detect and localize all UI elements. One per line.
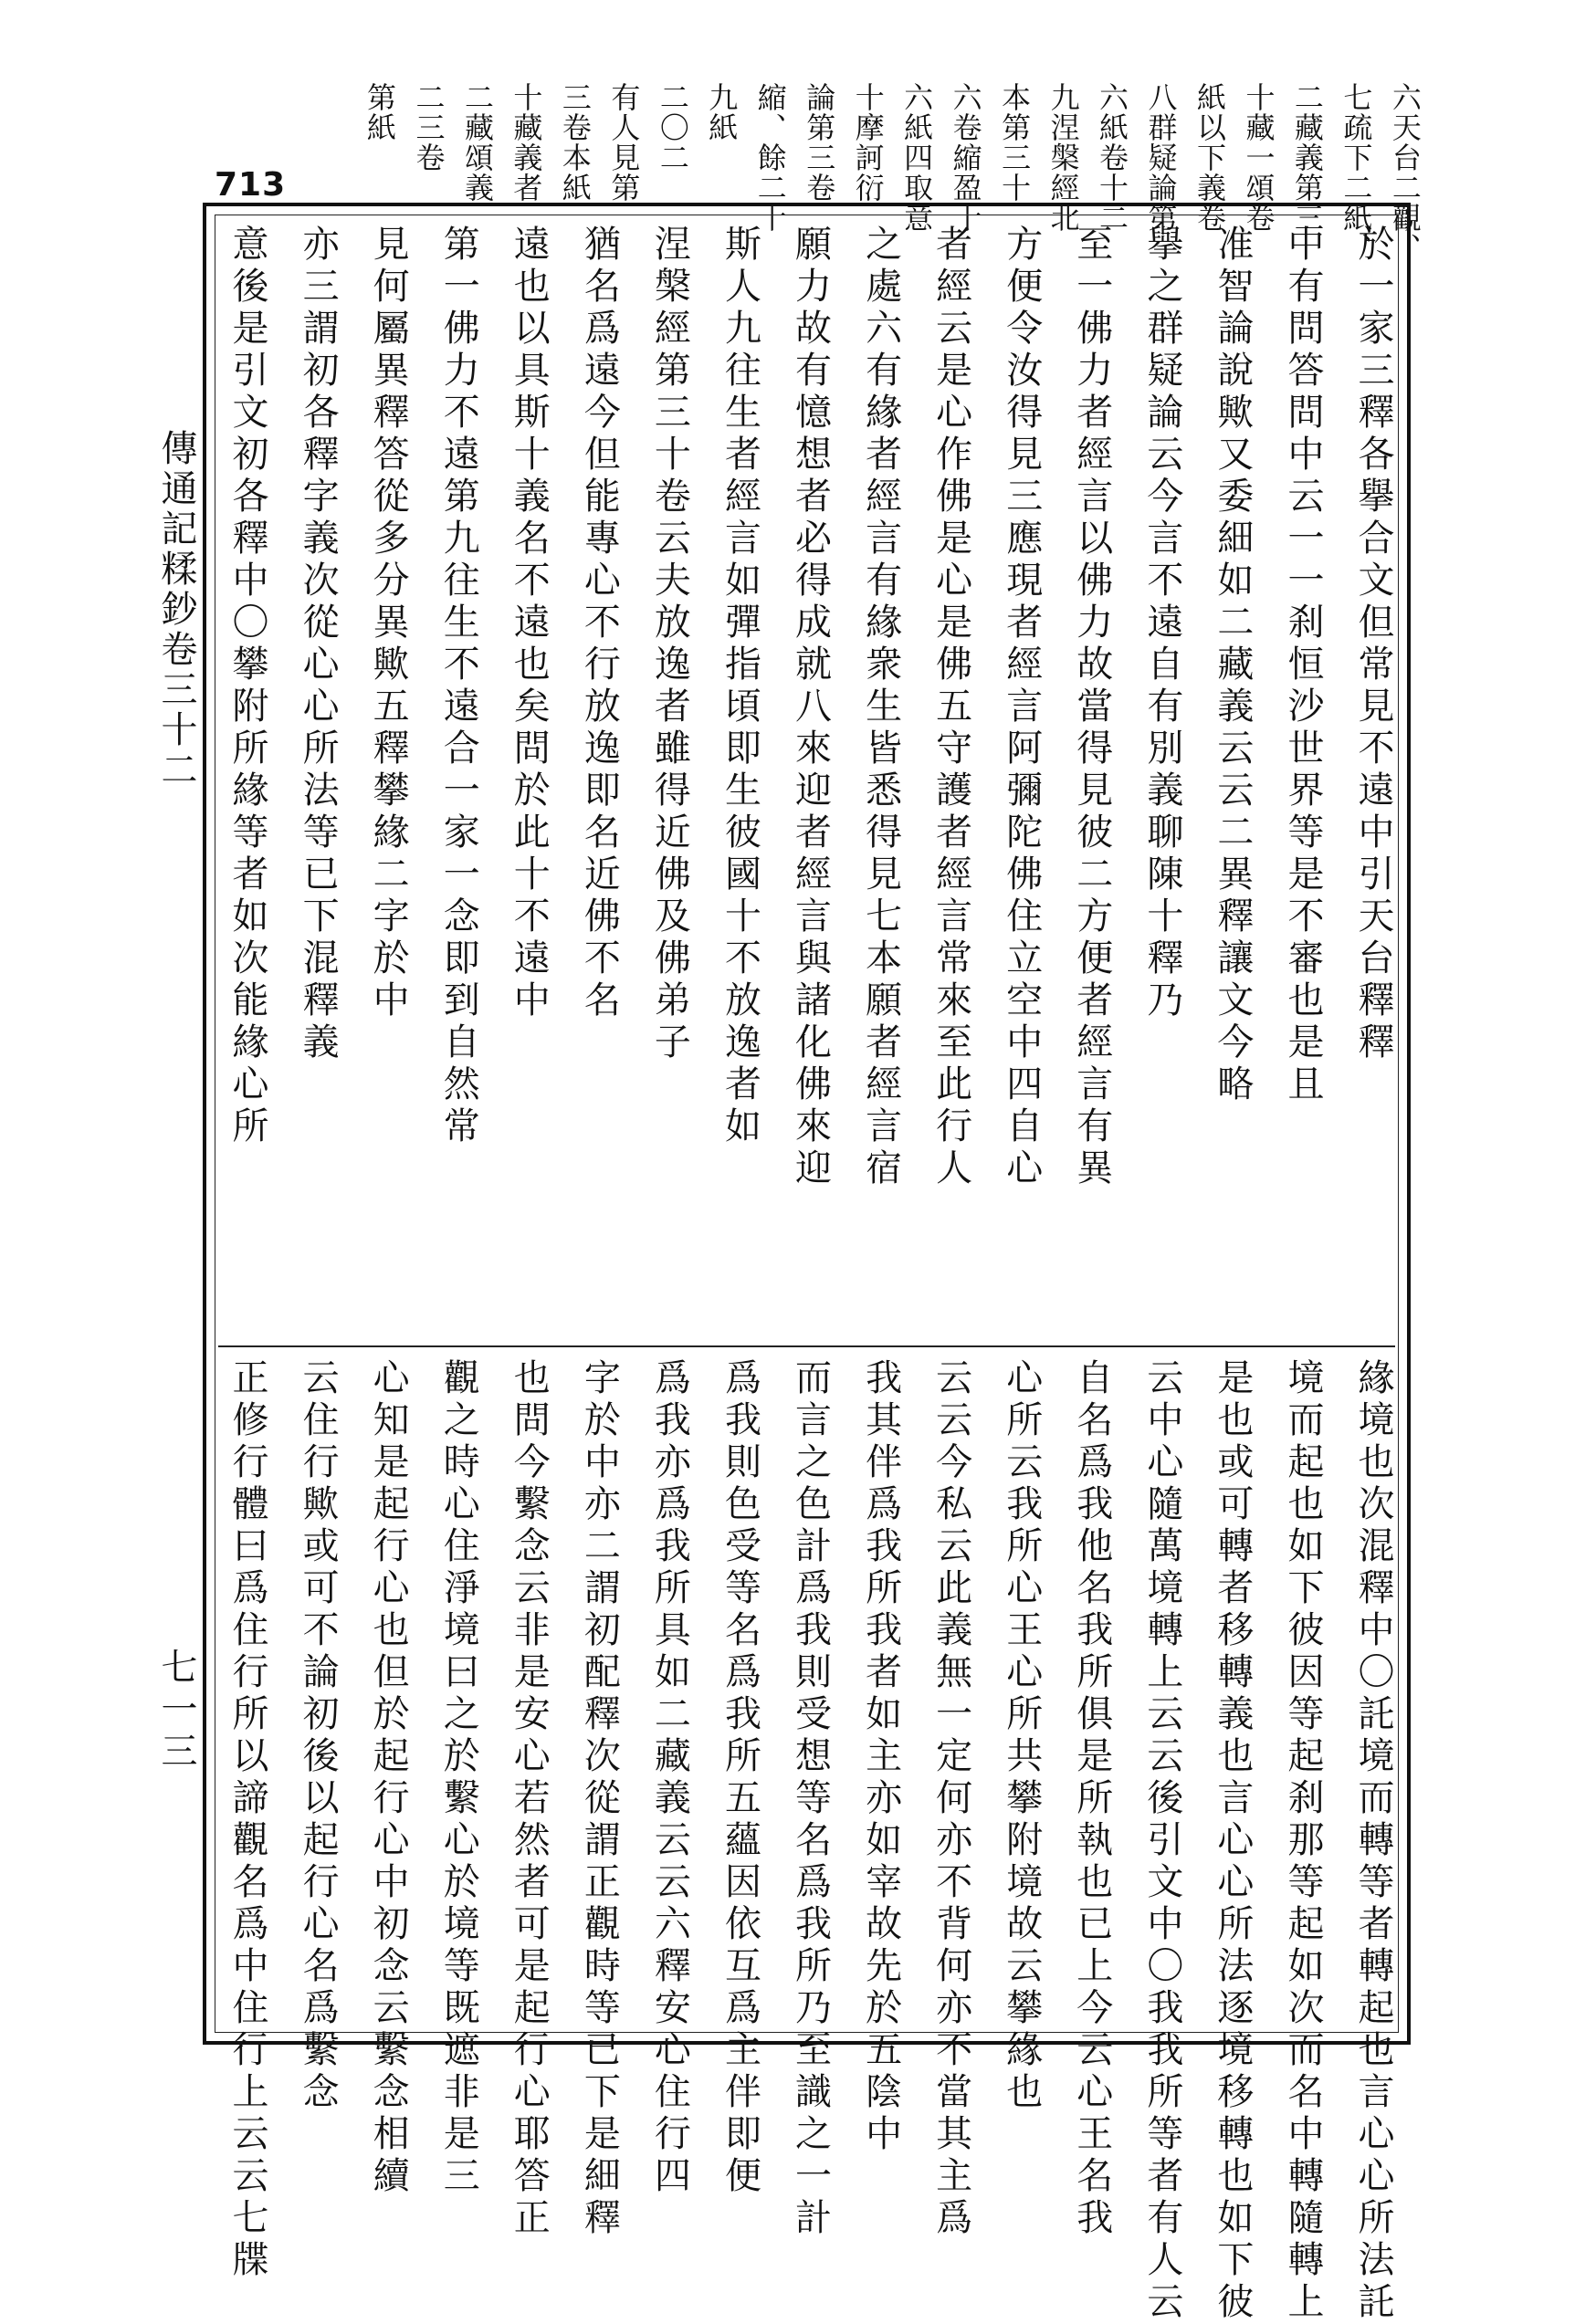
running-title: 傳通記糅鈔卷三十二	[155, 429, 197, 790]
text-column: 意後是引文初各釋中〇攀附所緣等者如次能緣心所	[226, 225, 268, 1148]
header-note: 八群疑論第	[1143, 82, 1179, 233]
header-note: 六紙四取意	[899, 82, 935, 233]
text-column: 自名爲我他名我所俱是所執也已上今云心王名我	[1070, 1358, 1113, 2240]
text-column: 遠也以具斯十義名不遠也矣問於此十不遠中	[508, 225, 551, 1022]
section-divider	[218, 1345, 1395, 1347]
header-note: 第紙	[362, 82, 397, 142]
text-column: 斯人九往生者經言如彈指頃即生彼國十不放逸者如	[719, 225, 761, 1148]
text-column: 境而起也如下彼因等起刹那等起如次而名中轉隨轉上	[1281, 1358, 1324, 2324]
header-note: 紙以下義卷	[1192, 82, 1227, 233]
text-column: 緣境也次混釋中〇託境而轉等者轉起也言心心所法託	[1352, 1358, 1394, 2324]
text-column: 云中心隨萬境轉上云云後引文中〇我我所等者有人云	[1140, 1358, 1183, 2324]
text-column: 爲我則色受等名爲我所五蘊因依互爲主伴即便	[719, 1358, 761, 2198]
header-note: 論第三卷	[802, 82, 837, 203]
folio-number: 七一三	[155, 1648, 197, 1774]
header-note: 十藏一頌卷	[1241, 82, 1276, 233]
text-column: 中有問答問中云一一刹恒沙世界等是不審也是且	[1281, 225, 1324, 1106]
text-column: 涅槃經第三十卷云夫放逸者雖得近佛及佛弟子	[648, 225, 691, 1064]
text-column: 於一家三釋各擧合文但常見不遠中引天台釋釋	[1352, 225, 1394, 1064]
text-frame	[203, 203, 1411, 2324]
header-note: 縮、餘二十	[752, 82, 788, 233]
text-column: 見何屬異釋答從多分異歟五釋攀緣二字於中	[367, 225, 410, 1022]
header-note: 三卷本紙	[557, 82, 593, 203]
text-column: 猶名爲遠今但能專心不行放逸即名近佛不名	[578, 225, 621, 1022]
header-note: 二三卷	[411, 82, 446, 173]
text-column: 至一佛力者經言以佛力故當得見彼二方便者經言有異	[1070, 225, 1113, 1190]
text-column: 亦三謂初各釋字義次從心心所法等已下混釋義	[297, 225, 340, 1064]
text-column: 方便令汝得見三應現者經言阿彌陀佛住立空中四自心	[1000, 225, 1043, 1190]
header-note: 二藏義第三	[1289, 82, 1325, 233]
page-number: 713	[215, 166, 287, 204]
text-column: 心知是起行心也但於起行心中初念云繫念相續	[367, 1358, 410, 2198]
text-column: 擧之群疑論云今言不遠自有別義聊陳十釋乃	[1140, 225, 1183, 1022]
header-note: 七疏下二紙、	[1339, 82, 1374, 263]
header-note: 九涅槃經北	[1045, 82, 1081, 233]
text-column: 准智論說歟又委細如二藏義云云二異釋讓文今略	[1211, 225, 1254, 1106]
header-notes	[362, 82, 1423, 263]
text-column: 我其伴爲我所我者如主亦如宰故先於五陰中	[859, 1358, 902, 2156]
header-note: 二藏頌義	[459, 82, 495, 203]
text-column: 云住行歟或可不論初後以起行心名爲繫念	[297, 1358, 340, 2114]
header-note: 九紙	[704, 82, 740, 142]
header-note: 六卷縮盈十	[948, 82, 983, 233]
text-column: 是也或可轉者移轉義也言心心所法逐境移轉也如下彼	[1211, 1358, 1254, 2324]
text-column: 字於中亦二謂初配釋次從謂正觀時等已下是細釋	[578, 1358, 621, 2240]
text-column: 願力故有憶想者必得成就八來迎者經言與諸化佛來迎	[789, 225, 832, 1190]
header-note: 六紙卷十二	[1095, 82, 1130, 233]
header-note: 有人見第	[606, 82, 642, 203]
text-column: 第一佛力不遠第九往生不遠合一家一念即到自然常	[437, 225, 480, 1148]
text-column: 正修行體曰爲住行所以諦觀名爲中住行上云云七牒	[226, 1358, 268, 2282]
text-column: 而言之色計爲我則受想等名爲我所乃至識之一計	[789, 1358, 832, 2240]
text-column: 者經云是心作佛是心是佛五守護者經言常來至此行人	[929, 225, 972, 1190]
header-note: 十摩訶衍	[850, 82, 886, 203]
header-note: 二〇二	[655, 82, 690, 173]
text-column: 之處六有緣者經言有緣衆生皆悉得見七本願者經言宿	[859, 225, 902, 1190]
text-column: 觀之時心住淨境曰之於繫心於境等既遮非是三	[437, 1358, 480, 2198]
header-note: 十藏義者	[509, 82, 544, 203]
text-column: 云云今私云此義無一定何亦不背何亦不當其主爲	[929, 1358, 972, 2240]
header-note: 六天台二觀、	[1387, 82, 1423, 263]
header-note: 本第三十	[997, 82, 1033, 203]
text-column: 心所云我所心王心所共攀附境故云攀緣也	[1000, 1358, 1043, 2114]
text-column: 爲我亦爲我所具如二藏義云云六釋安心住行四	[648, 1358, 691, 2198]
upper-text-block	[226, 225, 1394, 1336]
text-column: 也問今繫念云非是安心若然者可是起行心耶答正	[508, 1358, 551, 2240]
lower-text-block	[226, 1358, 1394, 2324]
